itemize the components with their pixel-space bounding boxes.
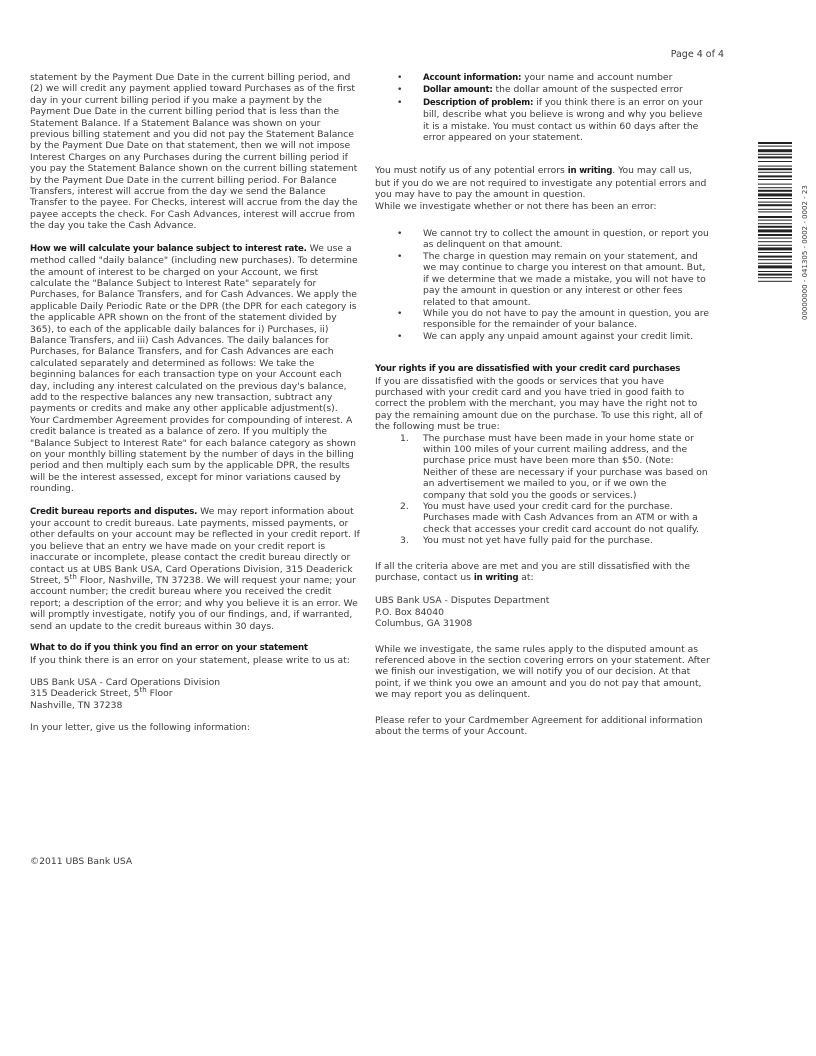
balance-section <box>30 243 360 495</box>
rights-body: If you are dissatisfied with the goods or services that you have purchased with your credit card and you have tried in good faith to correct the problem with the merchant, you may have the right not to pay the remaining amount due on the purchase. To use this right, all of the following must be true: <box>375 375 703 433</box>
copyright: ©2011 UBS Bank USA <box>30 856 133 867</box>
while-list <box>375 228 710 342</box>
credit-body-1: We may report information about your account to credit bureaus. Late payments, missed payments, or other defaults on your account may be reflected in your credit report. If you believe that an entry we have made on your credit report is inaccurate or incomplete, please contact the credit bureau directly or contact us at UBS Bank USA, Card Operations Division, 315 Deaderick Street, 5 <box>30 505 360 587</box>
list-item: • We cannot try to collect the amount in question, or report you as delinquent on that amount. <box>397 228 709 251</box>
rights-heading: Your rights if you are dissatisfied with your credit card purchases <box>375 364 681 375</box>
address-line-3: Nashville, TN 37238 <box>30 699 123 711</box>
error-section <box>30 643 360 666</box>
criteria-paragraph: If all the criteria above are met and you are still dissatisfied with the purchase, contact us in writing at: <box>375 560 690 584</box>
list-item: 1. The purchase must have been made in your home state or within 100 miles of your current mailing address, and the purchase price must have been more than $50. (Note: Neither of these are necessary if your purchase was based on an advertisement we mailed to you, or if we own the company that sold you the goods or services.) <box>400 432 708 501</box>
interest-paragraph: statement by the Payment Due Date in the current billing period, and (2) we will credit any payment applied toward Purchases as of the first day in your current billing period if you make a payment by the Payment Due Date in the current billing period that is less than the Statement Balance. If a Statement Balance was shown on your previous billing statement and you did not pay the Statement Balance by the Payment Due Date on that statement, then we will not impose Interest Charges on any Purchases during the current billing period if you pay the Statement Balance shown on the current billing statement by the Payment Due Date in the current billing period. For Balance Transfers, interest will accrue from the day we send the Balance Transfer to the payee. For Checks, interest will accrue from the day the payee accepts the check. For Cash Advances, interest will accrue from the day you take the Cash Advance. <box>30 72 358 232</box>
letter-intro: In your letter, give us the following information: <box>30 722 250 734</box>
list-item: • While you do not have to pay the amount in question, you are responsible for the remainder of your balance. <box>397 307 710 331</box>
balance-body: We use a method called "daily balance" (including new purchases). To determine the amount of interest to be charged on your Account, we first calculate the "Balance Subject to Interest Rate" separately for Purchases, for Balance Transfers, and for Cash Advances. We apply the applicable Daily Periodic Rate or the DPR (the DPR for each category is the applicable APR shown on the front of the statement divided by 365), to each of the applicable daily balances for i) Purchases, ii) Balance Transfers, and iii) Cash Advances. The daily balances for Purchases, for Balance Transfers, and for Cash Advances are each calculated separately and determined as follows: We take the beginning balances for each transaction type on your Account each day, including any interest calculated on the previous day's balance, add to the respective balances any new transaction, subtract any payments or credits and make any other applicable adjustment(s). Your Cardmember Agreement provides for compounding of interest. A credit balance is treated as a balance of zero. If you multiply the "Balance Subject to Interest Rate" for each balance category as shown on your monthly billing statement by the number of days in the billing period and then multiply each sum by the applicable DPR, the results will be the interest assessed, except for minor variations caused by rounding. <box>30 242 358 495</box>
refer-paragraph: Please refer to your Cardmember Agreement for additional information about the terms of your Account. <box>375 714 703 738</box>
card-operations-address <box>30 677 360 711</box>
right-column <box>375 72 710 749</box>
list-item: • Description of problem: if you think there is an error on your bill, describe what you believe is wrong and why you believe it is a mistake. You must contact us within 60 days after the error appeared on your statement. <box>397 96 703 144</box>
list-item: • Dollar amount: the dollar amount of the suspected error <box>397 84 683 96</box>
while-intro: While we investigate whether or not there has been an error: <box>375 200 657 212</box>
list-item: • Account information: your name and account number <box>397 72 673 83</box>
investigate-paragraph: While we investigate, the same rules apply to the disputed amount as referenced above in the section covering errors on your statement. After we finish our investigation, we will notify you of our decision. At that point, if we think you owe an amount and you do not pay that amount, we may report you as delinquent. <box>375 643 710 701</box>
error-body: If you think there is an error on your statement, please write to us at: <box>30 654 350 666</box>
info-list <box>375 72 710 143</box>
disputes-address <box>375 595 710 629</box>
left-column <box>30 72 360 745</box>
list-item: 3. You must not yet have fully paid for the purchase. <box>400 535 653 547</box>
address-line-1: UBS Bank USA - Card Operations Division <box>30 676 221 688</box>
credit-body-2: Floor, Nashville, TN 37238. We will request your name; your account number; the credit bureau where you received the credit report; a description of the error; and why you believe it is an error. We will promptly investigate, notify you of our findings, and, if warranted, send an update to the credit bureaus within 30 days. <box>30 575 358 632</box>
credit-heading: Credit bureau reports and disputes. <box>30 506 198 517</box>
barcode <box>758 142 792 328</box>
credit-sup: th <box>69 573 77 581</box>
rights-section <box>375 364 710 432</box>
page-number: Page 4 of 4 <box>670 49 724 60</box>
list-item: 2. You must have used your credit card for the purchase. Purchases made with Cash Advances from an ATM or with a check that accesses your credit card account do not qualify. <box>400 501 699 535</box>
list-item: • The charge in question may remain on your statement, and we may continue to charge you interest on that amount. But, if we determine that we made a mistake, you will not have to pay the amount in question or any interest or other fees related to that amount. <box>397 250 706 308</box>
balance-heading: How we will calculate your balance subject to interest rate. <box>30 243 307 254</box>
notify-paragraph: You must notify us of any potential errors in writing. You may call us, but if you do we are not required to investigate any potential errors and you may have to pay the amount in question. <box>375 165 707 201</box>
error-heading: What to do if you think you find an error on your statement <box>30 643 308 654</box>
barcode-text: 00000000 - 041305 - 0002 - 0002 - 23 <box>801 185 809 320</box>
list-item: • We can apply any unpaid amount against your credit limit. <box>397 330 694 342</box>
address-line-2: P.O. Box 84040 <box>375 606 444 618</box>
address-line-2: 315 Deaderick Street, 5th Floor <box>30 686 173 700</box>
address-line-3: Columbus, GA 31908 <box>375 618 473 630</box>
address-line-1: UBS Bank USA - Disputes Department <box>375 595 550 607</box>
credit-section <box>30 506 360 632</box>
rights-list <box>375 433 710 547</box>
